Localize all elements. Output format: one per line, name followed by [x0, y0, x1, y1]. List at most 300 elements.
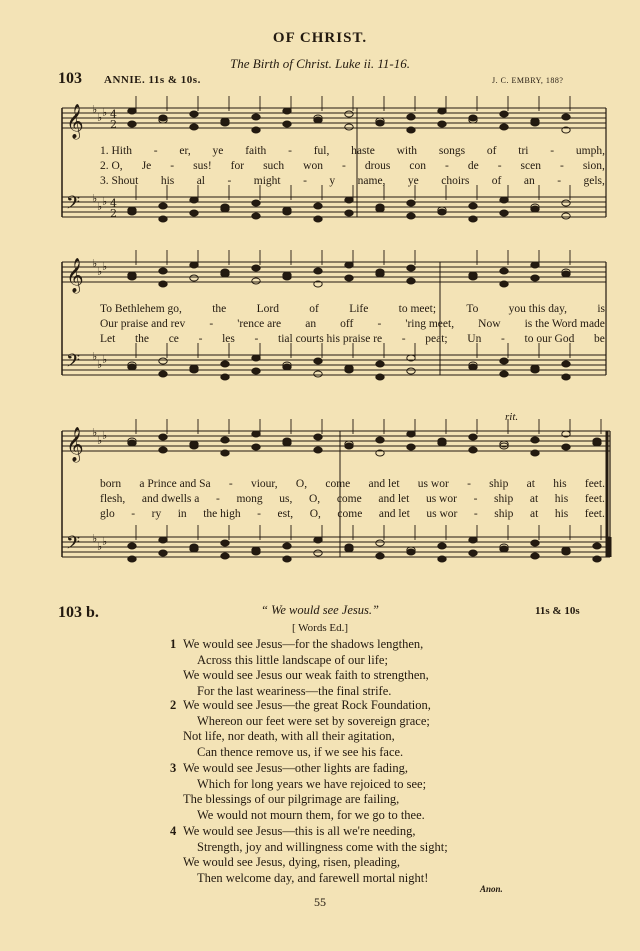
lyric-syllable: - — [559, 160, 564, 172]
verse-number: 3 — [170, 761, 177, 775]
lyric-syllable: his — [554, 508, 569, 520]
composer: J. C. EMBRY, 188? — [492, 76, 564, 85]
lyric-syllable: Je — [141, 160, 152, 172]
verse-line: Which for long years we have rejoiced to see; — [197, 776, 427, 791]
note-head — [469, 203, 477, 209]
flat-icon: ♭ — [92, 192, 98, 205]
note-head — [314, 268, 322, 274]
note-head — [407, 278, 415, 284]
lyric-syllable: tial courts his praise re — [278, 333, 383, 345]
note-head — [500, 197, 508, 203]
lyric-syllable: at — [526, 478, 535, 490]
verse-line: We would see Jesus—for the shadows lengthen, — [183, 637, 424, 651]
poem-credit: [ Words Ed.] — [291, 622, 349, 634]
note-head — [128, 543, 136, 549]
tempo-mark-rit: rit. — [505, 411, 519, 423]
lyric-syllable: at — [529, 508, 539, 520]
lyric-syllable: - — [131, 508, 136, 520]
note-head — [469, 537, 477, 543]
flat-icon: ♭ — [102, 106, 108, 119]
section-heading: OF CHRIST. — [272, 30, 368, 46]
lyric-syllable: an — [523, 175, 535, 187]
note-head — [314, 447, 322, 453]
note-head — [469, 447, 477, 453]
lyric-syllable: er, — [179, 145, 191, 157]
lyric-syllable: mong — [236, 493, 263, 505]
lyric-syllable: glo — [100, 508, 115, 520]
verse-number: 1 — [170, 637, 177, 651]
lyric-syllable: us wor — [426, 508, 458, 520]
note-head — [376, 553, 384, 559]
note-head — [283, 272, 291, 278]
lyric-syllable: us wor — [425, 493, 457, 505]
lyric-syllable: at — [529, 493, 539, 505]
note-head — [562, 361, 570, 367]
note-head — [562, 547, 570, 553]
note-head — [345, 111, 353, 117]
note-head — [159, 358, 167, 364]
note-head — [283, 438, 291, 444]
note-head — [469, 216, 477, 222]
note-head — [500, 210, 508, 216]
lyric-syllable: is the Word made — [524, 318, 605, 330]
note-head — [469, 115, 477, 121]
note-head — [345, 124, 353, 130]
note-head — [128, 121, 136, 127]
lyric-syllable: - — [557, 175, 562, 187]
note-head — [500, 124, 508, 130]
bass-clef-icon: 𝄢 — [66, 193, 81, 218]
note-head — [407, 444, 415, 450]
lyric-syllable: feet. — [584, 493, 605, 505]
note-head — [469, 434, 477, 440]
page-number: 55 — [314, 895, 326, 909]
hymn-subtitle: The Birth of Christ. Luke ii. 11-16. — [230, 56, 410, 71]
lyric-syllable: and let — [378, 493, 410, 505]
note-head — [531, 275, 539, 281]
note-head — [345, 544, 353, 550]
note-head — [283, 207, 291, 213]
note-head — [128, 556, 136, 562]
lyric-syllable: his — [554, 493, 569, 505]
lyric-syllable: Let — [100, 333, 116, 345]
note-head — [438, 543, 446, 549]
verse-line: We would see Jesus—the great Rock Foundation, — [183, 698, 431, 712]
lyric-syllable: Life — [349, 303, 369, 315]
bass-clef-icon: 𝄢 — [66, 533, 81, 558]
lyric-syllable: name, — [357, 175, 386, 187]
lyric-syllable: ful, — [313, 145, 330, 157]
lyric-syllable: choirs — [441, 175, 470, 187]
lyric-syllable: sion, — [582, 160, 605, 172]
flat-icon: ♭ — [102, 195, 108, 208]
note-head — [438, 556, 446, 562]
note-head — [252, 444, 260, 450]
note-head — [221, 437, 229, 443]
lyric-line-s3-v3 — [100, 508, 605, 520]
lyric-syllable: - — [257, 508, 261, 520]
verse-line: We would see Jesus our weak faith to strengthen, — [183, 668, 429, 682]
treble-clef-icon: 𝄞 — [66, 258, 84, 293]
lyric-syllable: tri — [518, 145, 529, 157]
time-signature-denominator: 2 — [110, 118, 117, 131]
time-signature-numerator: 4 — [110, 197, 117, 210]
lyric-syllable: ship — [494, 493, 514, 505]
note-head — [159, 115, 167, 121]
lyric-syllable: 1. Hith — [100, 145, 132, 157]
lyric-syllable: al — [196, 175, 206, 187]
lyric-syllable: to our God — [524, 333, 575, 345]
note-head — [562, 213, 570, 219]
note-head — [252, 114, 260, 120]
note-head — [159, 268, 167, 274]
note-head — [190, 111, 198, 117]
lyric-syllable: of — [309, 303, 319, 315]
flat-icon: ♭ — [92, 426, 98, 439]
lyric-syllable: est, — [277, 508, 294, 520]
flat-icon: ♭ — [102, 429, 108, 442]
note-head — [252, 547, 260, 553]
verse-line: For the last weariness—the final strife. — [197, 683, 392, 698]
verse-line: We would see Jesus, dying, risen, pleading, — [183, 855, 401, 869]
lyric-syllable: come — [337, 508, 363, 520]
note-head — [500, 281, 508, 287]
lyric-syllable: born — [100, 478, 122, 490]
note-head — [345, 210, 353, 216]
note-head — [593, 543, 601, 549]
flat-icon: ♭ — [102, 535, 108, 548]
note-head — [407, 127, 415, 133]
time-signature-numerator: 4 — [110, 108, 117, 121]
note-head — [159, 447, 167, 453]
hymn-number: 103 — [58, 70, 82, 87]
verse-number: 2 — [170, 698, 177, 712]
note-head — [252, 127, 260, 133]
lyric-syllable: might — [253, 175, 281, 187]
lyric-syllable: - — [288, 145, 292, 157]
lyric-syllable: Now — [478, 318, 501, 330]
poem-title: “ We would see Jesus.” — [261, 603, 379, 617]
lyric-syllable: - — [377, 318, 382, 330]
lyric-syllable: - — [501, 333, 505, 345]
note-head — [190, 210, 198, 216]
note-head — [376, 204, 384, 210]
time-signature-denominator: 2 — [110, 207, 117, 220]
lyric-syllable: faith — [245, 145, 267, 157]
note-head — [376, 269, 384, 275]
lyric-syllable: scen — [520, 160, 541, 172]
note-head — [500, 358, 508, 364]
lyric-syllable: - — [228, 478, 233, 490]
note-head — [128, 108, 136, 114]
note-head — [500, 371, 508, 377]
verse-line: Strength, joy and willingness come with the sight; — [197, 839, 448, 854]
lyric-syllable: - — [209, 318, 214, 330]
lyric-syllable: us, — [279, 493, 293, 505]
verse-line: Not life, nor death, with all their agitation, — [183, 729, 395, 743]
lyric-syllable: the — [134, 333, 150, 345]
note-head — [283, 108, 291, 114]
lyric-syllable: and let — [368, 478, 400, 490]
flat-icon: ♭ — [102, 260, 108, 273]
note-head — [221, 204, 229, 210]
lyric-syllable: ship — [494, 508, 514, 520]
lyric-syllable: ry — [151, 508, 162, 520]
note-head — [314, 537, 322, 543]
note-head — [283, 543, 291, 549]
note-head — [531, 450, 539, 456]
lyric-syllable: viour, — [250, 478, 278, 490]
note-head — [252, 278, 260, 284]
lyric-syllable: come — [336, 493, 362, 505]
note-head — [376, 374, 384, 380]
note-head — [159, 434, 167, 440]
note-head — [221, 118, 229, 124]
lyric-syllable: such — [263, 160, 285, 172]
lyric-syllable: ye — [407, 175, 419, 187]
flat-icon: ♭ — [97, 111, 103, 124]
note-head — [407, 368, 415, 374]
lyric-syllable: To — [466, 303, 479, 315]
flat-icon: ♭ — [97, 434, 103, 447]
note-head — [531, 262, 539, 268]
note-head — [345, 197, 353, 203]
lyric-syllable: - — [550, 145, 555, 157]
lyric-syllable: come — [325, 478, 351, 490]
note-head — [283, 556, 291, 562]
note-head — [190, 197, 198, 203]
lyric-syllable: ce — [168, 333, 179, 345]
verse-line: Can thence remove us, if we see his face. — [197, 744, 404, 759]
note-head — [531, 437, 539, 443]
lyric-syllable: an — [305, 318, 317, 330]
lyric-syllable: de — [467, 160, 479, 172]
verse-line: Across this little landscape of our life; — [197, 652, 388, 667]
lyric-syllable: for — [230, 160, 245, 172]
lyric-syllable: - — [254, 333, 259, 345]
note-head — [469, 272, 477, 278]
lyric-syllable: - — [198, 333, 203, 345]
note-head — [190, 441, 198, 447]
lyric-syllable: us wor — [417, 478, 449, 490]
flat-icon: ♭ — [97, 358, 103, 371]
lyric-syllable: O, — [295, 478, 308, 490]
note-head — [531, 118, 539, 124]
note-head — [221, 361, 229, 367]
lyric-syllable: you this day, — [508, 303, 567, 315]
note-head — [500, 268, 508, 274]
lyric-syllable: con — [409, 160, 426, 172]
verse-line: We would see Jesus—this is all we're needing, — [183, 824, 416, 838]
lyric-syllable: drous — [364, 160, 391, 172]
note-head — [531, 553, 539, 559]
note-head — [438, 108, 446, 114]
lyric-syllable: ye — [212, 145, 224, 157]
note-head — [252, 431, 260, 437]
lyric-syllable: - — [341, 160, 346, 172]
poem-author: Anon. — [480, 884, 503, 894]
note-head — [562, 374, 570, 380]
lyric-line-s3-v1 — [100, 478, 605, 490]
verse-line: Then welcome day, and farewell mortal night! — [197, 870, 429, 885]
note-head — [159, 550, 167, 556]
lyric-syllable: won — [303, 160, 323, 172]
bass-clef-icon: 𝄢 — [66, 351, 81, 376]
flat-icon: ♭ — [92, 350, 98, 363]
lyric-line-s1-v2 — [100, 160, 605, 172]
lyric-syllable: - — [473, 493, 478, 505]
lyric-syllable: feet. — [584, 478, 605, 490]
note-head — [314, 371, 322, 377]
lyric-syllable: the high — [203, 508, 241, 520]
note-head — [407, 265, 415, 271]
lyric-syllable: in — [177, 508, 187, 520]
flat-icon: ♭ — [92, 103, 98, 116]
lyric-syllable: - — [473, 508, 478, 520]
note-head — [252, 213, 260, 219]
lyric-syllable: - — [215, 493, 220, 505]
lyric-syllable: - — [153, 145, 158, 157]
note-head — [438, 438, 446, 444]
lyric-line-s1-v1 — [100, 145, 605, 157]
note-head — [500, 111, 508, 117]
lyric-syllable: haste — [351, 145, 375, 157]
note-head — [190, 262, 198, 268]
lyric-syllable: gels, — [583, 175, 605, 187]
note-head — [407, 200, 415, 206]
note-head — [593, 438, 601, 444]
flat-icon: ♭ — [92, 532, 98, 545]
lyric-line-s2-v1 — [100, 303, 605, 315]
note-head — [531, 365, 539, 371]
note-head — [128, 272, 136, 278]
lyric-syllable: les — [222, 333, 235, 345]
lyric-line-s1-v3 — [100, 175, 605, 187]
note-head — [128, 207, 136, 213]
tune-name: ANNIE. 11s & 10s. — [104, 74, 201, 86]
lyric-syllable: 'ring meet, — [405, 318, 455, 330]
note-head — [562, 200, 570, 206]
note-head — [221, 553, 229, 559]
lyric-syllable: y — [329, 175, 336, 187]
lyric-syllable: and let — [378, 508, 410, 520]
lyric-line-s3-v2 — [100, 493, 605, 505]
note-head — [252, 355, 260, 361]
lyric-syllable: songs — [438, 145, 466, 157]
lyric-syllable: To Bethlehem go, — [100, 303, 182, 315]
verse-line: We would not mourn them, for we go to thee. — [197, 807, 425, 822]
note-head — [376, 437, 384, 443]
note-head — [345, 365, 353, 371]
note-head — [283, 121, 291, 127]
lyric-line-s2-v2 — [100, 318, 605, 330]
lyric-syllable: - — [401, 333, 406, 345]
note-head — [314, 203, 322, 209]
note-head — [562, 444, 570, 450]
lyric-syllable: with — [396, 145, 418, 157]
note-head — [407, 213, 415, 219]
lyric-syllable: - — [170, 160, 175, 172]
note-head — [221, 450, 229, 456]
flat-icon: ♭ — [97, 200, 103, 213]
lyric-syllable: off — [340, 318, 354, 330]
note-head — [345, 262, 353, 268]
lyric-syllable: ship — [489, 478, 509, 490]
note-head — [314, 216, 322, 222]
lyric-syllable: his — [160, 175, 175, 187]
note-head — [314, 434, 322, 440]
note-head — [221, 269, 229, 275]
verse-line: Whereon our feet were set by sovereign grace; — [197, 713, 430, 728]
lyric-syllable: to meet; — [398, 303, 437, 315]
lyric-syllable: 3. Shout — [100, 175, 139, 187]
note-head — [376, 540, 384, 546]
note-head — [252, 200, 260, 206]
note-head — [190, 365, 198, 371]
lyric-syllable: 2. O, — [100, 160, 123, 172]
note-head — [190, 544, 198, 550]
note-head — [221, 374, 229, 380]
flat-icon: ♭ — [97, 540, 103, 553]
note-head — [159, 371, 167, 377]
lyric-syllable: Our praise and rev — [100, 318, 186, 330]
lyric-line-s2-v3 — [100, 333, 605, 345]
note-head — [159, 203, 167, 209]
note-head — [531, 540, 539, 546]
verse-line: The blessings of our pilgrimage are failing, — [183, 792, 400, 806]
lyric-syllable: feet. — [584, 508, 605, 520]
lyric-syllable: be — [594, 333, 605, 345]
note-head — [345, 275, 353, 281]
lyric-syllable: - — [467, 478, 471, 490]
note-head — [469, 550, 477, 556]
note-head — [190, 275, 198, 281]
lyric-syllable: of — [491, 175, 502, 187]
lyric-syllable: his — [553, 478, 567, 490]
note-head — [159, 216, 167, 222]
lyric-syllable: the — [212, 303, 227, 315]
lyric-syllable: Un — [467, 333, 482, 345]
note-head — [221, 540, 229, 546]
note-head — [252, 368, 260, 374]
note-head — [407, 114, 415, 120]
lyric-syllable: sus! — [193, 160, 212, 172]
note-head — [376, 361, 384, 367]
note-head — [190, 124, 198, 130]
lyric-syllable: umph, — [575, 145, 605, 157]
treble-clef-icon: 𝄞 — [66, 427, 84, 462]
lyric-syllable: - — [497, 160, 502, 172]
lyric-syllable: flesh, — [100, 493, 126, 505]
note-head — [562, 114, 570, 120]
note-head — [159, 281, 167, 287]
lyric-syllable: peat; — [425, 333, 448, 345]
poem-number: 103 b. — [58, 604, 99, 621]
note-head — [593, 556, 601, 562]
note-head — [438, 121, 446, 127]
note-head — [159, 537, 167, 543]
lyric-syllable: O, — [309, 493, 321, 505]
note-head — [314, 550, 322, 556]
flat-icon: ♭ — [97, 265, 103, 278]
verse-number: 4 — [170, 824, 177, 838]
lyric-syllable: and dwells a — [141, 493, 200, 505]
poem-meter: 11s & 10s — [535, 605, 580, 617]
lyric-syllable: - — [227, 175, 232, 187]
lyric-syllable: of — [486, 145, 497, 157]
lyric-syllable: is — [597, 303, 605, 315]
flat-icon: ♭ — [92, 257, 98, 270]
